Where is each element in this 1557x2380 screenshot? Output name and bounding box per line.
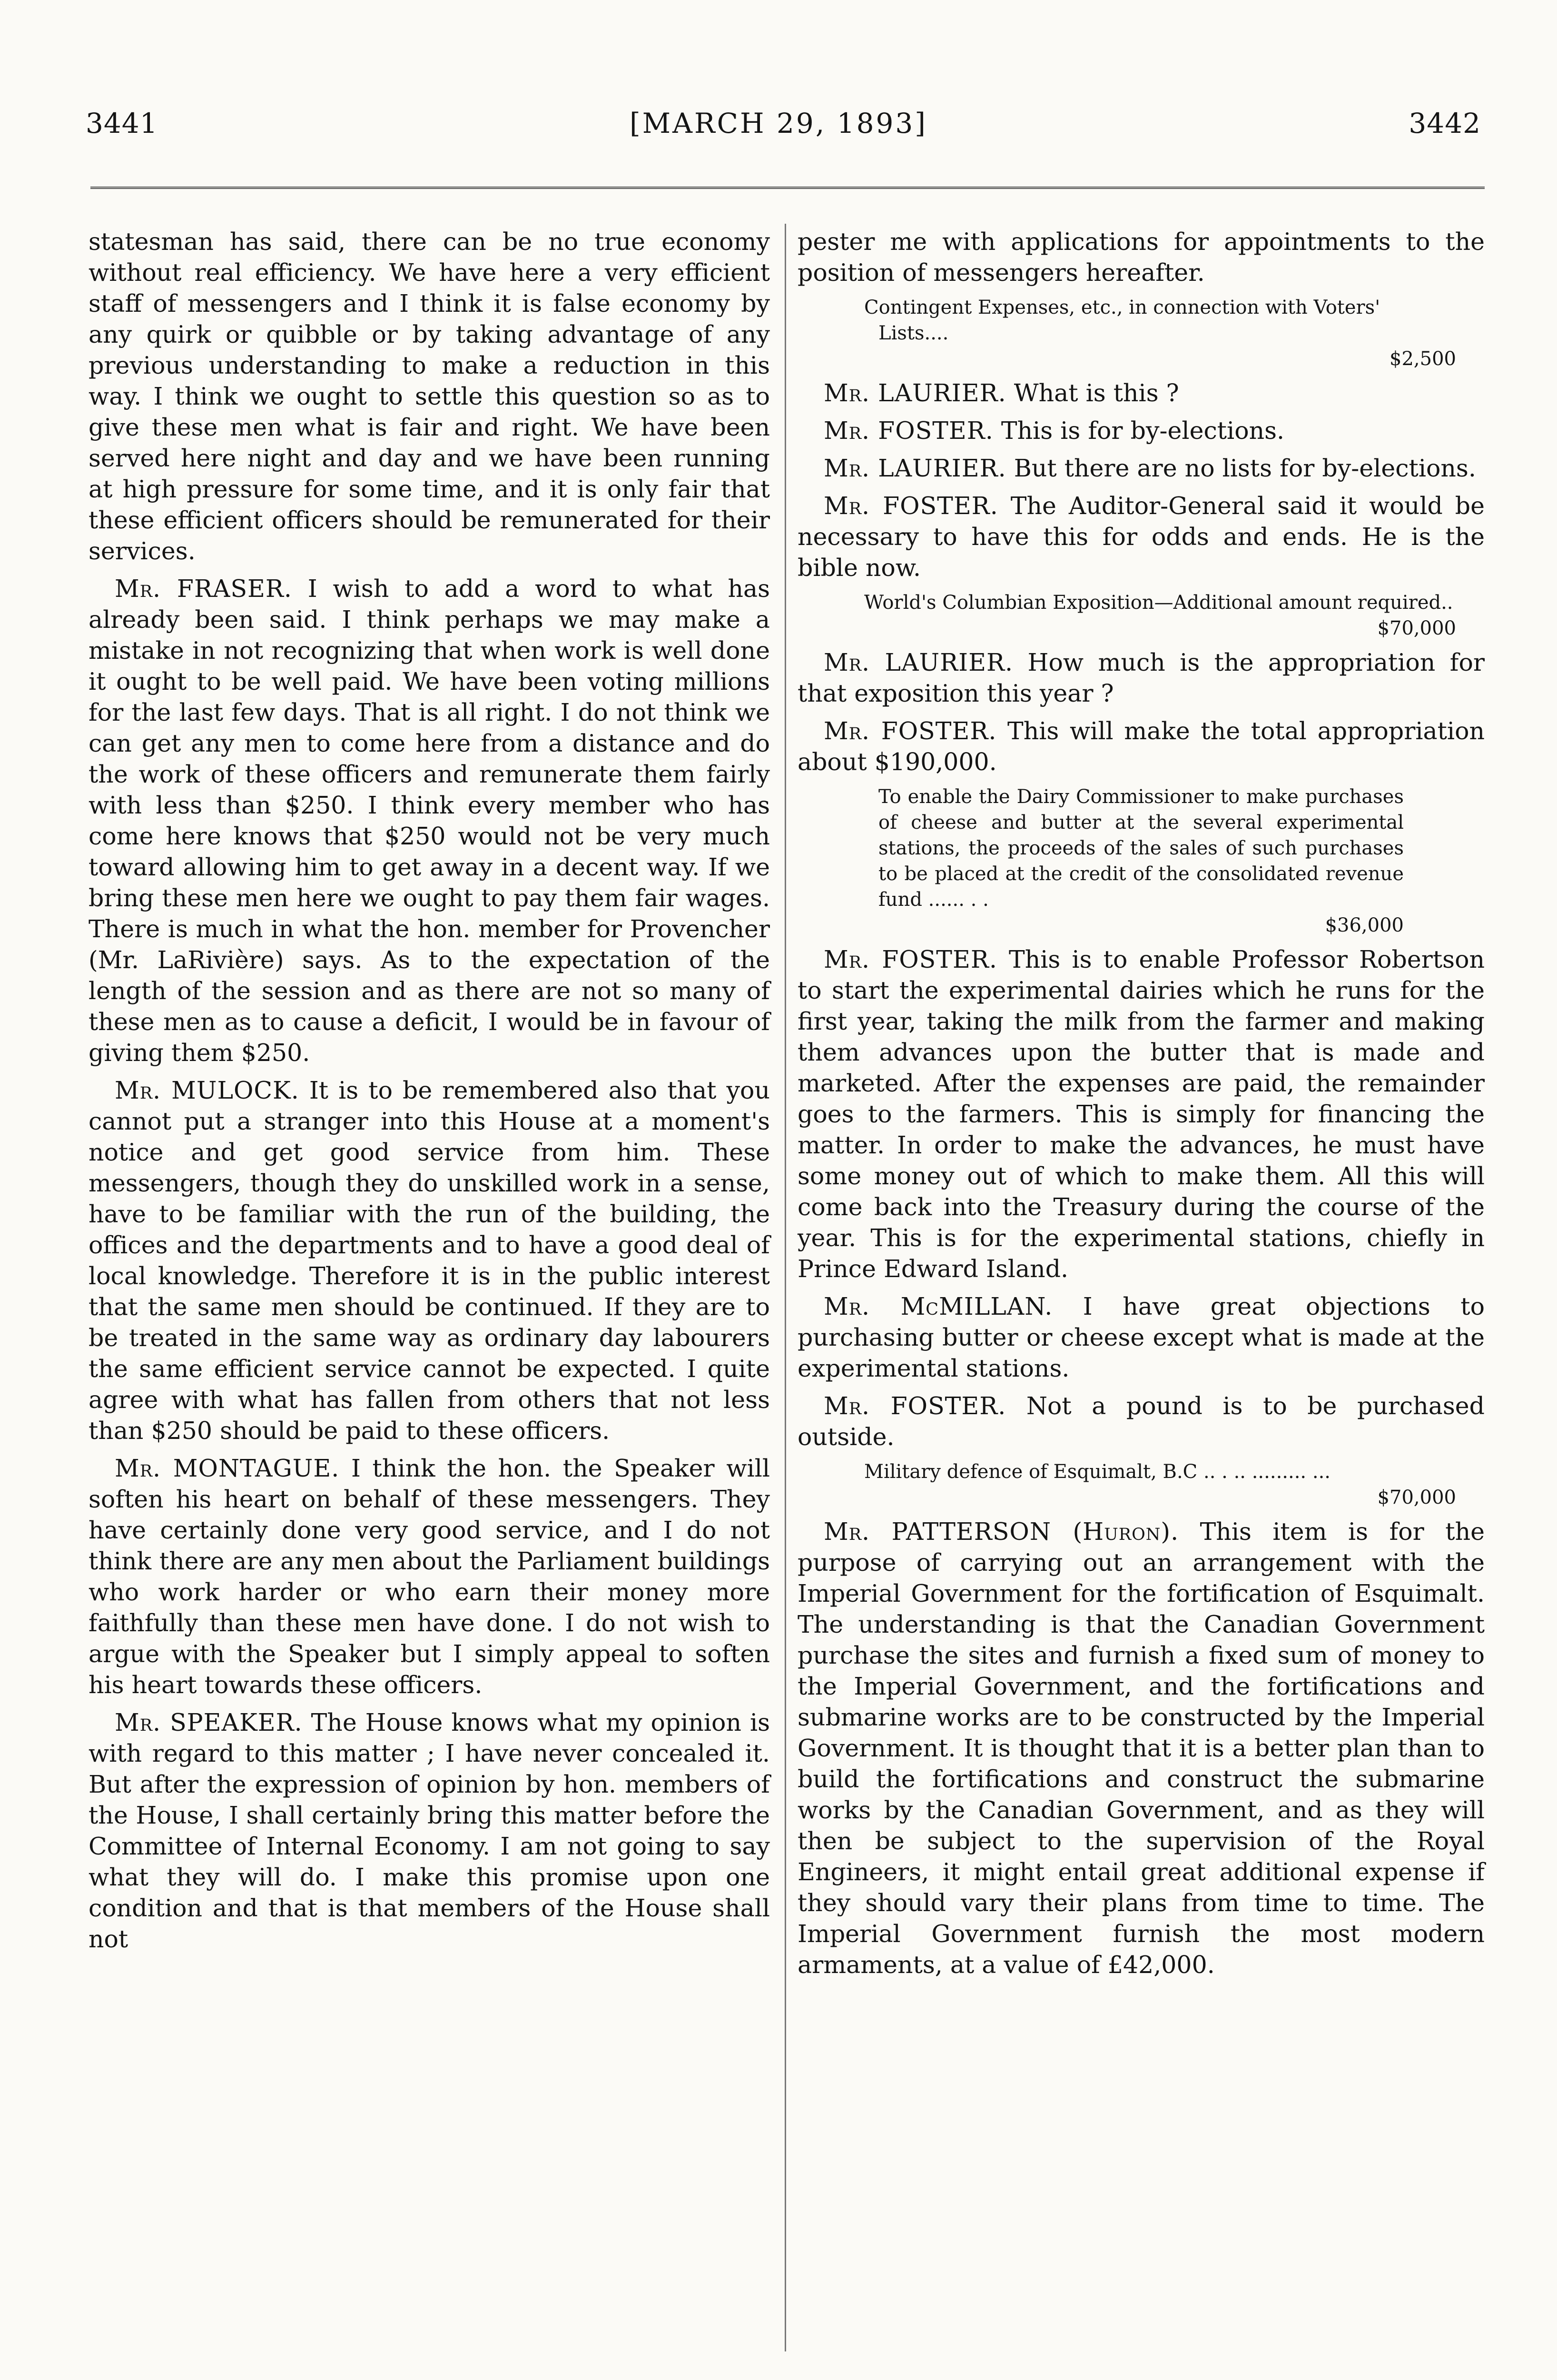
- paragraph-text: This is to enable Professor Robertson to start the experimental dairies which he runs for the first year, taking the milk from the farmer and making them advances upon the butter that is made and marketed. After the expenses are paid, the remainder goes to the farmers. This is simply for financing the matter. In order to make the advances, he must have some money out of which to make them. All this will come back into the Treasury during the course of the year. This is for the experimental stations, chiefly in Prince Edward Island.: [798, 945, 1485, 1283]
- paragraph-text: The Auditor-General said it would be necessary to have this for odds and ends. He is the bible now.: [798, 492, 1485, 582]
- column-divider: [785, 224, 786, 2351]
- paragraph: [798, 490, 1485, 583]
- vote-item: [798, 784, 1485, 938]
- speaker-name: Mr. MULOCK.: [115, 1076, 299, 1104]
- speaker-name: Mr. FOSTER.: [824, 717, 997, 745]
- vote-item-label: Military defence of Esquimalt, B.C .. . .. ......... ...: [864, 1461, 1330, 1483]
- speaker-name: Mr. LAURIER.: [824, 648, 1014, 676]
- speaker-name: Mr. FOSTER.: [824, 416, 994, 445]
- paragraph-text: The House knows what my opinion is with regard to this matter ; I have never concealed it. But after the expression of opinion by hon. members of the House, I shall certainly bring this matter before the Committee of Internal Economy. I am not going to say what they will do. I make this promise upon one condition and that is that members of the House shall not: [89, 1708, 770, 1953]
- speaker-name: Mr. FOSTER.: [824, 1392, 1006, 1420]
- paragraph: [89, 573, 770, 1068]
- vote-item: [798, 1459, 1485, 1510]
- paragraph: [798, 1516, 1485, 1980]
- paragraph-text: But there are no lists for by-elections.: [1014, 454, 1476, 482]
- paragraph-text: This is for by-elections.: [1001, 416, 1285, 445]
- paragraph: [798, 226, 1485, 288]
- vote-item-amount: $70,000: [1377, 1487, 1456, 1508]
- paragraph: [798, 415, 1485, 446]
- paragraph-text: What is this ?: [1014, 379, 1179, 407]
- paragraph-text: It is to be remembered also that you cannot put a stranger into this House at a moment's notice and get good service from him. These messengers, though they do unskilled work in a sense, have to be familiar with the run of the building, the offices and the departments and to have a good deal of local knowledge. Therefore it is in the public interest that the same men should be continued. If they are to be treated in the same way as ordinary day labourers the same efficient service cannot be expected. I quite agree with what has fallen from others that not less than $250 should be paid to these officers.: [89, 1076, 770, 1445]
- vote-item-amount: $36,000: [1325, 914, 1404, 936]
- paragraph: [798, 1291, 1485, 1384]
- paragraph-text: Not a pound is to be purchased outside.: [798, 1392, 1485, 1451]
- page-number-left: 3441: [86, 107, 158, 139]
- paragraph: [798, 453, 1485, 484]
- speaker-name: Mr. FOSTER.: [824, 945, 997, 973]
- speaker-name: Mr. MONTAGUE.: [115, 1454, 340, 1482]
- vote-item-amount: $70,000: [1377, 617, 1456, 639]
- paragraph: [798, 944, 1485, 1284]
- paragraph-text: statesman has said, there can be no true economy without real efficiency. We have here a very efficient staff of messengers and I think it is false economy by any quirk or quibble or by taking advantage of any previous understanding to make a reduction in this way. I think we ought to settle this question so as to give these men what is fair and right. We have been served here night and day and we have been running at high pressure for some time, and it is only fair that these efficient officers should be remunerated for their services.: [89, 228, 770, 565]
- speaker-name: Mr. FOSTER.: [824, 492, 998, 520]
- vote-item-label: Contingent Expenses, etc., in connection with Voters' Lists....: [864, 297, 1380, 344]
- paragraph-text: I think the hon. the Speaker will soften his heart on behalf of these messengers. They have certainly done very good service, and I do not think there are any men about the Parliament buildings who work harder or who earn their money more faithfully than these men have done. I do not wish to argue with the Speaker but I simply appeal to soften his heart towards these officers.: [89, 1454, 770, 1699]
- paragraph-text: This will make the total appropriation about $190,000.: [798, 717, 1485, 776]
- left-column: [89, 226, 770, 1961]
- vote-item: [798, 295, 1485, 372]
- speaker-name: Mr. SPEAKER.: [115, 1708, 303, 1736]
- vote-item-label: World's Columbian Exposition—Additional amount required..: [864, 592, 1453, 614]
- page-number-right: 3442: [1409, 107, 1481, 139]
- right-column: [798, 226, 1485, 1987]
- paragraph-text: I have great objections to purchasing butter or cheese except what is made at the experimental stations.: [798, 1292, 1485, 1382]
- speaker-name: Mr. PATTERSON (Huron).: [824, 1517, 1179, 1546]
- paragraph-text: pester me with applications for appointments to the position of messengers hereafter.: [798, 228, 1485, 287]
- paragraph-text: How much is the appropriation for that exposition this year ?: [798, 648, 1485, 707]
- vote-item: [798, 590, 1485, 641]
- paragraph: [89, 226, 770, 566]
- vote-item-amount: $2,500: [1389, 348, 1456, 370]
- paragraph: [798, 647, 1485, 709]
- date-heading: [MARCH 29, 1893]: [630, 107, 927, 139]
- paragraph: [89, 1453, 770, 1700]
- header-rule: [90, 187, 1485, 189]
- paragraph-text: I wish to add a word to what has already been said. I think perhaps we may make a mistake in not recognizing that when work is well done it ought to be well paid. We have been voting millions for the last few days. That is all right. I do not think we can get any men to come here from a distance and do the work of these officers and remunerate them fairly with less than $250. I think every member who has come here knows that $250 would not be very much toward allowing him to get away in a decent way. If we bring these men here we ought to pay them fair wages. There is much in what the hon. member for Provencher (Mr. LaRivière) says. As to the expectation of the length of the session and as there are not so many of these men as to cause a deficit, I would be in favour of giving them $250.: [89, 575, 770, 1067]
- speaker-name: Mr. FRASER.: [115, 575, 292, 603]
- speaker-name: Mr. LAURIER.: [824, 454, 1006, 482]
- paragraph: [89, 1075, 770, 1446]
- speaker-name: Mr. McMILLAN.: [824, 1292, 1053, 1320]
- vote-item-label: To enable the Dairy Commissioner to make purchases of cheese and butter at the several experimental stations, the proceeds of the sales of such purchases to be placed at the credit of the consolidated revenue fund ...... . .: [878, 786, 1404, 911]
- paragraph: [798, 1390, 1485, 1452]
- paragraph: [798, 715, 1485, 777]
- speaker-name: Mr. LAURIER.: [824, 379, 1006, 407]
- paragraph: [798, 377, 1485, 408]
- paragraph-text: This item is for the purpose of carrying out an arrangement with the Imperial Government for the fortification of Esquimalt. The understanding is that the Canadian Government purchase the sites and furnish a fixed sum of money to the Imperial Government, and the fortifications and submarine works are to be constructed by the Imperial Government. It is thought that it is a better plan than to build the fortifications and construct the submarine works by the Canadian Government, and as they will then be subject to the supervision of the Royal Engineers, it might entail great additional expense if they should vary their plans from time to time. The Imperial Government furnish the most modern armaments, at a value of £42,000.: [798, 1517, 1485, 1979]
- paragraph: [89, 1707, 770, 1954]
